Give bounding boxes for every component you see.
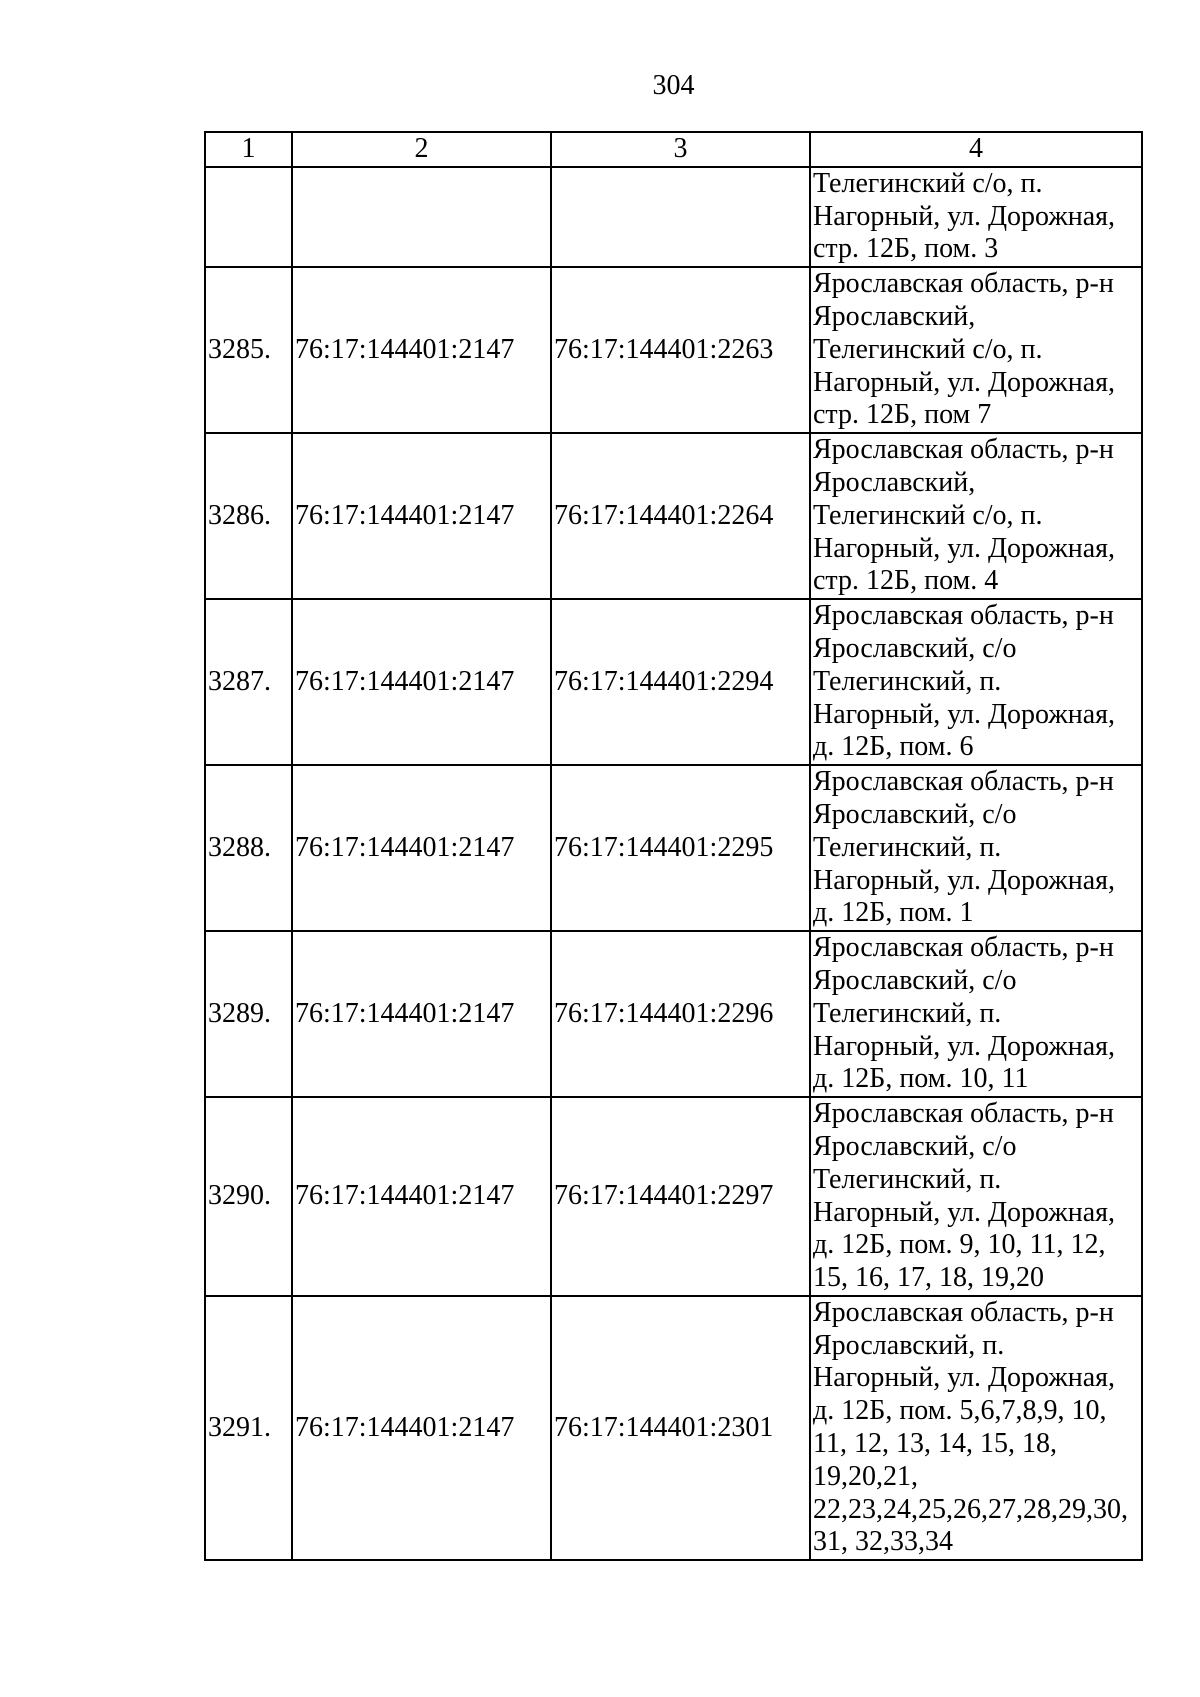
row-number: 3291. [205, 1296, 292, 1560]
cadastral-number-parent: 76:17:144401:2147 [292, 931, 551, 1097]
row-number: 3288. [205, 765, 292, 931]
cadastral-number: 76:17:144401:2294 [551, 599, 810, 765]
address: Ярославская область, р-н Ярославский, п. Нагорный, ул. Дорожная, д. 12Б, пом. 5,6,7,8,9, 10, 11, 12, 13, 14, 15, 18, 19,20,21, 22,23,24,25,26,27,28,29,30, 31, 32,33,34 [810, 1296, 1142, 1560]
cadastral-number: 76:17:144401:2296 [551, 931, 810, 1097]
address: Ярославская область, р-н Ярославский, с/о Телегинский, п. Нагорный, ул. Дорожная, д. 12Б, пом. 9, 10, 11, 12, 15, 16, 17, 18, 19,20 [810, 1097, 1142, 1296]
cadastral-number-parent: 76:17:144401:2147 [292, 433, 551, 599]
table-row [205, 267, 1142, 433]
address: Ярославская область, р-н Ярославский, Телегинский с/о, п. Нагорный, ул. Дорожная, стр. 12Б, пом 7 [810, 267, 1142, 433]
cadastral-number-parent [292, 167, 551, 267]
address: Телегинский с/о, п. Нагорный, ул. Дорожная, стр. 12Б, пом. 3 [810, 167, 1142, 267]
cadastral-number-parent: 76:17:144401:2147 [292, 267, 551, 433]
row-number: 3285. [205, 267, 292, 433]
address: Ярославская область, р-н Ярославский, с/о Телегинский, п. Нагорный, ул. Дорожная, д. 12Б, пом. 10, 11 [810, 931, 1142, 1097]
header-col-3: 3 [551, 132, 810, 167]
row-number [205, 167, 292, 267]
page-number: 304 [652, 70, 695, 101]
header-col-1: 1 [205, 132, 292, 167]
cadastral-number: 76:17:144401:2301 [551, 1296, 810, 1560]
registry-table [204, 131, 1143, 1561]
header-row [205, 132, 1142, 167]
table-row [205, 599, 1142, 765]
table-row [205, 931, 1142, 1097]
row-number: 3286. [205, 433, 292, 599]
cadastral-number-parent: 76:17:144401:2147 [292, 1296, 551, 1560]
cadastral-number: 76:17:144401:2297 [551, 1097, 810, 1296]
cadastral-number-parent: 76:17:144401:2147 [292, 765, 551, 931]
header-col-4: 4 [810, 132, 1142, 167]
cadastral-number: 76:17:144401:2263 [551, 267, 810, 433]
cadastral-number: 76:17:144401:2295 [551, 765, 810, 931]
header-col-2: 2 [292, 132, 551, 167]
table-row [205, 1296, 1142, 1560]
row-number: 3289. [205, 931, 292, 1097]
address: Ярославская область, р-н Ярославский, Телегинский с/о, п. Нагорный, ул. Дорожная, стр. 12Б, пом. 4 [810, 433, 1142, 599]
cadastral-number: 76:17:144401:2264 [551, 433, 810, 599]
table-row [205, 765, 1142, 931]
address: Ярославская область, р-н Ярославский, с/о Телегинский, п. Нагорный, ул. Дорожная, д. 12Б, пом. 1 [810, 765, 1142, 931]
cadastral-number [551, 167, 810, 267]
table-row [205, 167, 1142, 267]
row-number: 3290. [205, 1097, 292, 1296]
table-row [205, 433, 1142, 599]
row-number: 3287. [205, 599, 292, 765]
cadastral-number-parent: 76:17:144401:2147 [292, 599, 551, 765]
table-row [205, 1097, 1142, 1296]
address: Ярославская область, р-н Ярославский, с/о Телегинский, п. Нагорный, ул. Дорожная, д. 12Б, пом. 6 [810, 599, 1142, 765]
cadastral-number-parent: 76:17:144401:2147 [292, 1097, 551, 1296]
